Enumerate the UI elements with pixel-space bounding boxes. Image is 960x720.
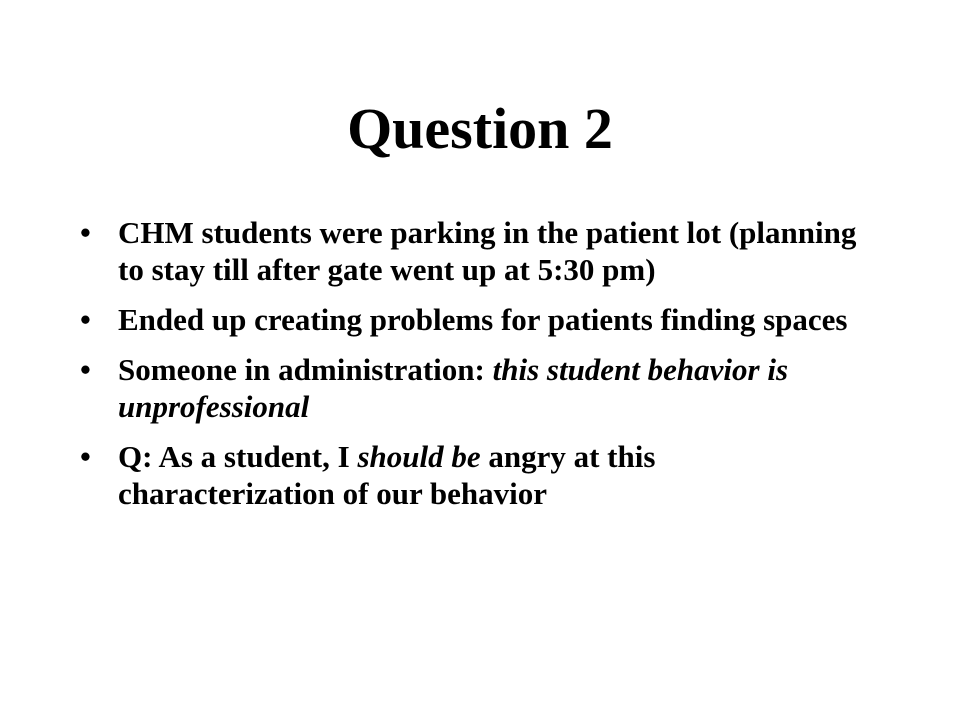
bullet-icon: •	[80, 215, 91, 250]
bullet-text: Someone in administration:	[118, 352, 493, 387]
bullet-item	[80, 301, 880, 338]
bullet-list	[80, 214, 880, 525]
bullet-text: angry at this characterization of our behavior	[118, 439, 656, 511]
bullet-text: Ended up creating problems for patients finding spaces	[118, 302, 848, 337]
bullet-item	[80, 214, 880, 288]
bullet-item	[80, 351, 880, 425]
bullet-icon: •	[80, 302, 91, 337]
bullet-text: CHM students were parking in the patient lot (planning to stay till after gate went up at 5:30 pm)	[118, 215, 857, 287]
bullet-item	[80, 438, 880, 512]
bullet-icon: •	[80, 352, 91, 387]
slide-title: Question 2	[347, 96, 613, 161]
bullet-icon: •	[80, 439, 91, 474]
bullet-text: Q: As a student, I	[118, 439, 358, 474]
bullet-emphasis-text: this student behavior is unprofessional	[118, 352, 789, 424]
bullet-emphasis-text: should be	[357, 439, 481, 474]
